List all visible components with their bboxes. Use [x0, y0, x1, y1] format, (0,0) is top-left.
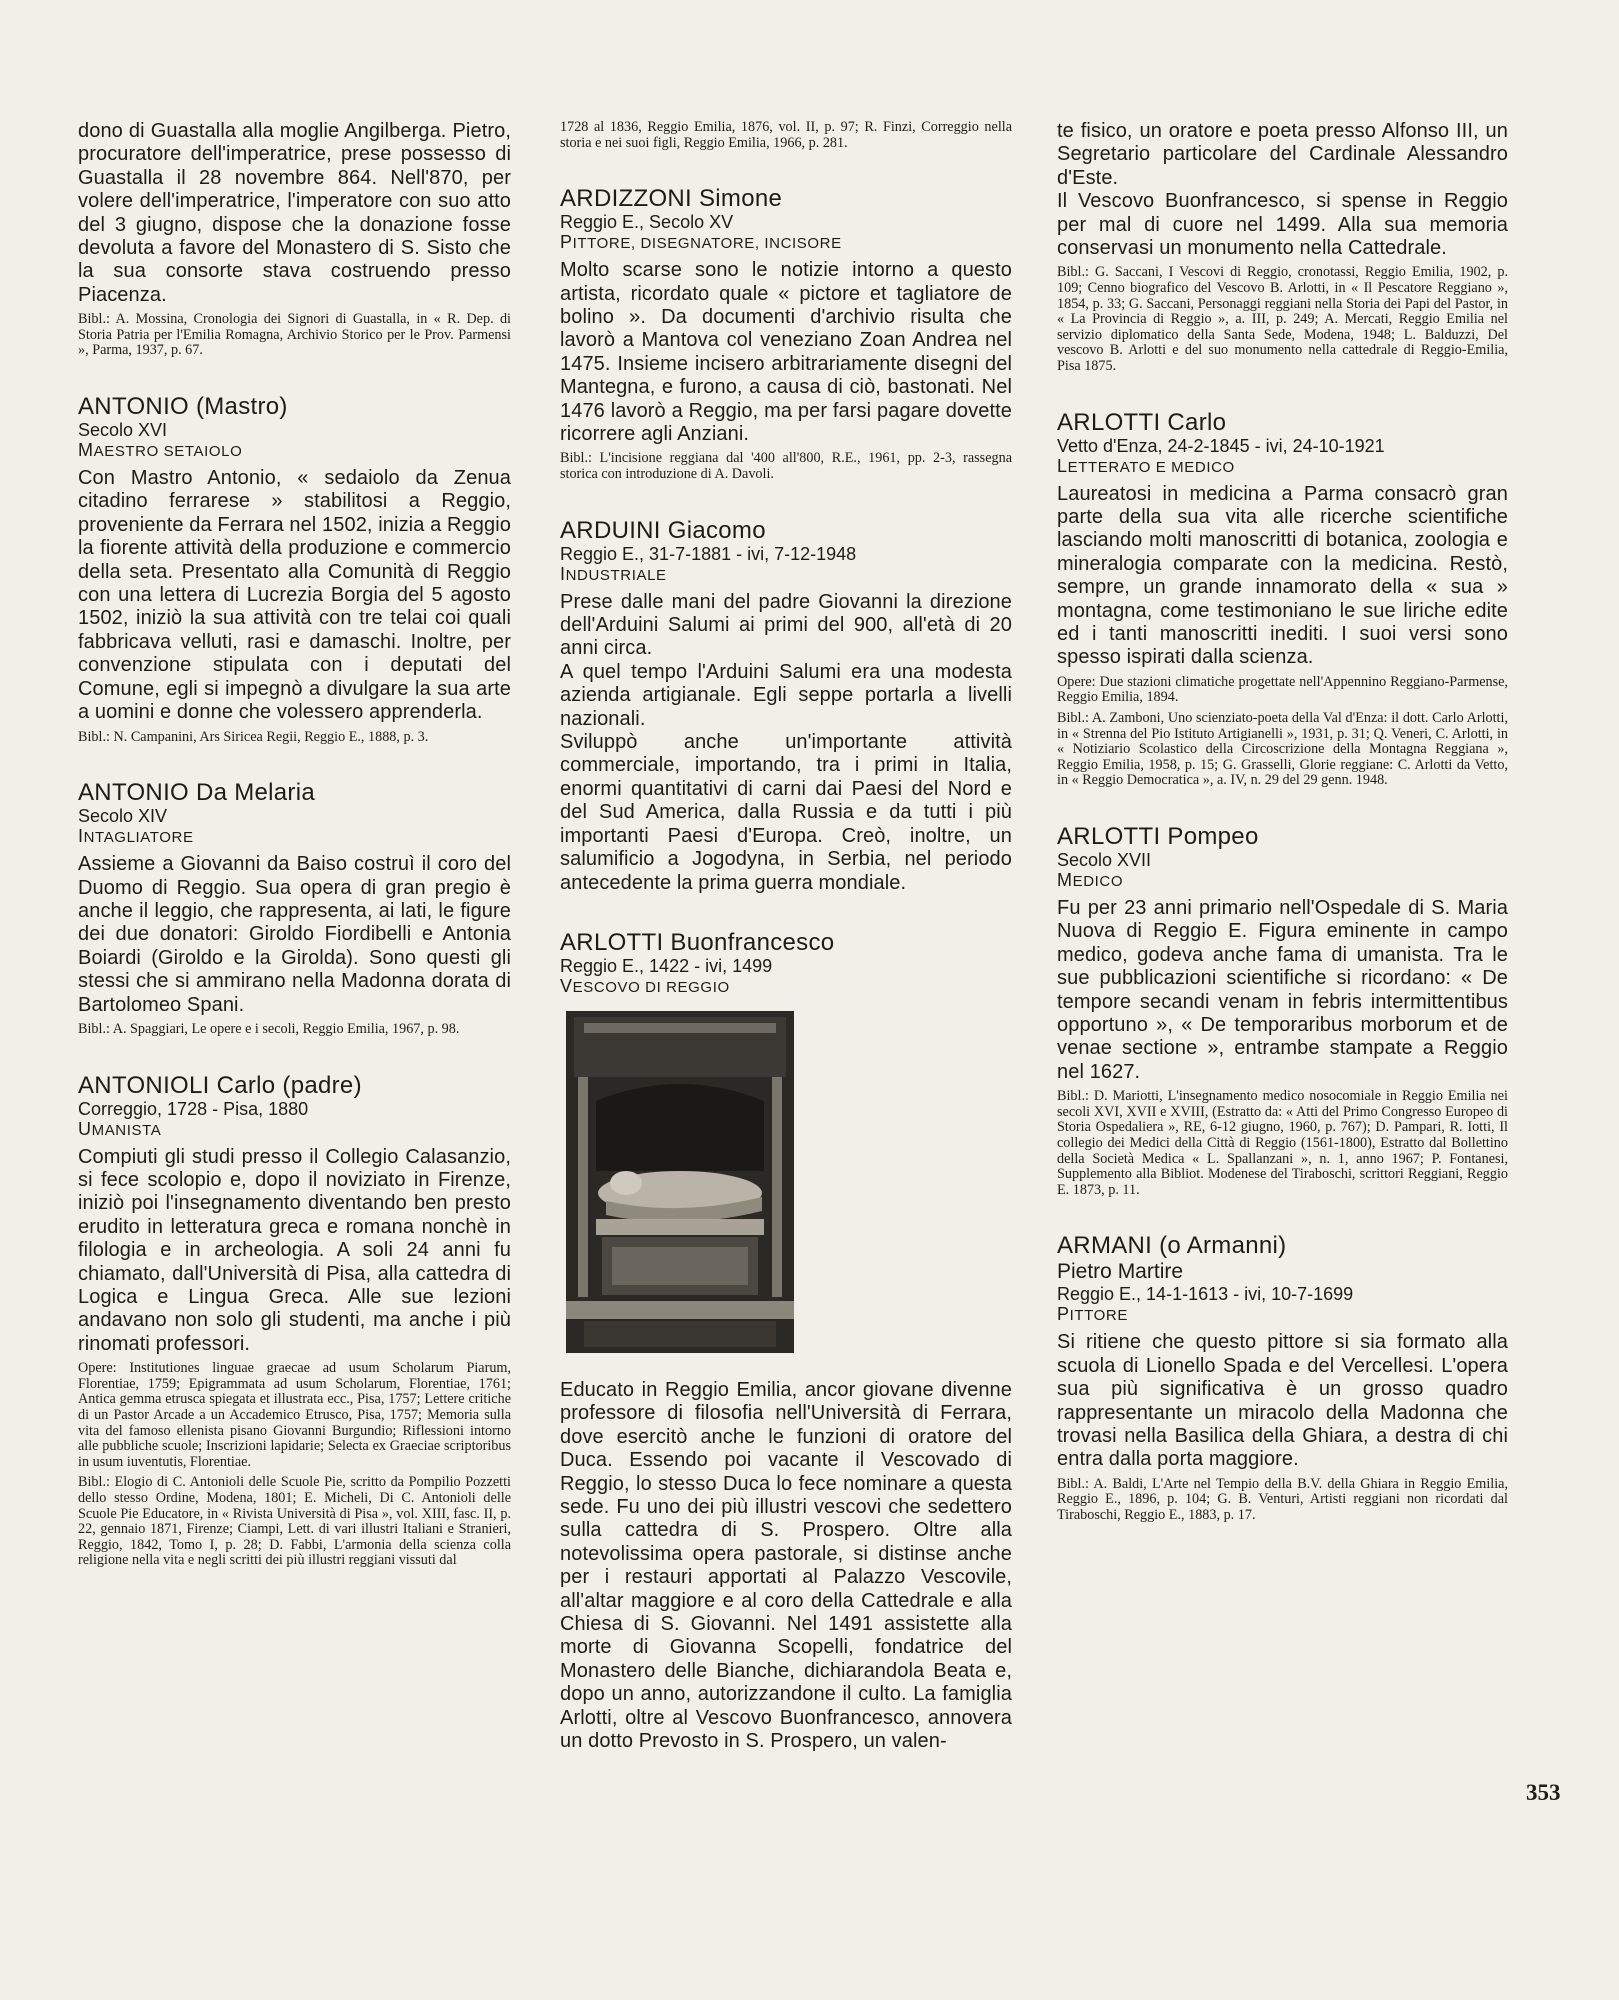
entry-role: INTAGLIATORE	[78, 826, 194, 847]
entry-name: ARMANI (o Armanni)	[1057, 1232, 1287, 1260]
entry-continuation-bibliography: Bibl.: A. Mossina, Cronologia dei Signori di Guastalla, in « R. Dep. di Storia Patria per l'Emilia Romagna, Archivio Storico per le Prov. Parmensi », Parma, 1937, p. 67.	[78, 311, 511, 359]
monument-illustration	[566, 1011, 794, 1353]
entry-name: ARDIZZONI Simone	[560, 185, 783, 213]
entry-role: LETTERATO E MEDICO	[1057, 455, 1235, 476]
entry-role: INDUSTRIALE	[560, 563, 667, 584]
entry-bibliography: Bibl.: L'incisione reggiana dal '400 all'800, R.E., 1961, pp. 2-3, rassegna storica con introduzione di A. Davoli.	[560, 450, 1012, 483]
entry-text: Molto scarse sono le notizie intorno a questo artista, ricordato quale « pictore et tagliatore de bolino ». Da documenti d'archivio risulta che lavorò a Mantova col veneziano Zoan Andrea nel 1475. Insieme incisero arbitrariamente disegni del Mantegna, e furono, a causa di ciò, bastonati. Nel 1476 lavorò a Reggio, ma per farsi pagare dovette ricorrere agli Anziani.	[560, 259, 1012, 446]
entry-given-name: Pietro Martire	[1057, 1260, 1184, 1284]
column-middle	[560, 120, 1012, 1753]
entry-dates: Reggio E., 14-1-1613 - ivi, 10-7-1699	[1057, 1284, 1354, 1305]
entry-dates: Secolo XVII	[1057, 850, 1152, 870]
entry-dates: Reggio E., 1422 - ivi, 1499	[560, 955, 773, 976]
entry-role: PITTORE, DISEGNATORE, INCISORE	[560, 232, 842, 253]
entry-dates: Reggio E., 31-7-1881 - ivi, 7-12-1948	[560, 543, 857, 564]
entry-bibliography: Bibl.: Elogio di C. Antonioli delle Scuole Pie, scritto da Pompilio Pozzetti dello stesso Ordine, Modena, 1801; E. Micheli, Di C. Antonioli delle Scuole Pie Educatore, in « Rivista Università di Pisa », vol. XIII, fasc. II, p. 22, gennaio 1871, Firenze; Ciampi, Lett. di vari illustri Italiani e Stranieri, Reggio, 1842, Tomo I, p. 28; D. Fabbi, L'armonia della scienza colla religione nella vita e negli scritti dei più illustri reggiani vissuti dal	[78, 1474, 511, 1569]
entry-name: ANTONIO Da Melaria	[78, 779, 316, 807]
entry-antonio-mastro	[78, 393, 511, 745]
entry-text: A quel tempo l'Arduini Salumi era una modesta azienda artigianale. Egli seppe portarla a livelli nazionali.	[560, 660, 1012, 730]
entry-name: ARDUINI Giacomo	[560, 516, 766, 544]
entry-text: Laureatosi in medicina a Parma consacrò gran parte della sua vita alle ricerche scientifiche lasciando molti manoscritti di botanica, zoologia e mineralogia comparate con la medicina. Restò, sempre, un grande innamorato della « sua » montagna, come testimoniano le sue liriche edite ed i tanti manoscritti inediti. I suoi versi sono spesso ispirati dalla scienza.	[1057, 482, 1508, 669]
entry-bibliography: Bibl.: A. Baldi, L'Arte nel Tempio della B.V. della Ghiara in Reggio Emilia, Reggio E., 1896, p. 104; G. B. Venturi, Artisti reggiani non ricordati dal Tiraboschi, Reggio E., 1883, p. 17.	[1057, 1475, 1508, 1524]
entry-text: Fu per 23 anni primario nell'Ospedale di S. Maria Nuova di Reggio E. Figura eminente in campo medico, godeva anche fama di umanista. Tra le sue pubblicazioni scientifiche si ricordano: « De tempore secandi venam in febris intermittentibus opportuno », « De temporaribus morborum et de venae sectione », entrambe stampate a Reggio nel 1627.	[1057, 897, 1508, 1083]
entry-role: PITTORE	[1057, 1304, 1128, 1325]
entry-role: MAESTRO SETAIOLO	[78, 440, 243, 461]
entry-bibliography: Bibl.: A. Zamboni, Uno scienziato-poeta della Val d'Enza: il dott. Carlo Arlotti, in « Strenna del Pio Istituto Artigianelli », 1931, p. 31; Q. Veneri, C. Arlotti, in « Notiziario Scolastico della Circoscrizione della Montagna Reggiana », Reggio Emilia, 1958, p. 15; G. Grasselli, Glorie reggiane: C. Arlotti da Vetto, in « Reggio Democratica », a. IV, n. 29 del 29 genn. 1948.	[1057, 710, 1508, 789]
entry-bibliography: Bibl.: A. Spaggiari, Le opere e i secoli, Reggio Emilia, 1967, p. 98.	[78, 1020, 460, 1037]
entry-name: ANTONIOLI Carlo (padre)	[78, 1071, 362, 1099]
entry-ardizzoni-simone	[560, 185, 1012, 482]
entry-works: Opere: Due stazioni climatiche progettate nell'Appennino Reggiano-Parmense, Reggio Emilia, 1894.	[1057, 673, 1508, 706]
column-right	[1057, 120, 1508, 1524]
entry-arlotti-carlo	[1057, 409, 1508, 789]
entry-role: VESCOVO DI REGGIO	[560, 975, 730, 996]
entry-dates: Secolo XVI	[78, 420, 168, 441]
entry-armani-pietro-martire	[1057, 1232, 1508, 1523]
monument-photo	[566, 1011, 794, 1353]
entry-text: Con Mastro Antonio, « sedaiolo da Zenua citadino ferrarese » stabilitosi a Reggio, proveniente da Ferrara nel 1502, inizia a Reggio la fiorente attività della produzione e commercio della seta. Presentato alla Comunità di Reggio con una lettera di Lucrezia Borgia del 5 agosto 1502, iniziò la sua attività con tre telai coi quali fabbricava velluti, rasi e damaschi. Inoltre, per convenzione stipulata con i deputati del Comune, egli si impegnò a divulgare la sua arte a uomini e donne che volessero apprenderla.	[78, 467, 511, 724]
entry-continuation-bibliography: Bibl.: G. Saccani, I Vescovi di Reggio, cronotassi, Reggio Emilia, 1902, p. 109; Cenno biografico del Vescovo B. Arlotti, in « Il Pescatore Reggiano », 1854, p. 33; G. Saccani, Personaggi reggiani nella Storia dei Papi del Pastor, in « La Provincia di Reggio », a. III, p. 249; A. Mercati, Reggio Emilia nel servizio diplomatico della Santa Sede, Modena, 1948; L. Balduzzi, Del vescovo B. Arlotti e del suo monumento nella cattedrale di Reggio-Emilia, Pisa 1875.	[1057, 264, 1508, 374]
entry-text: Assieme a Giovanni da Baiso costruì il coro del Duomo di Reggio. Sua opera di gran pregio è anche il leggio, che rappresenta, ai lati, le figure dei due donatori: Giroldo Fiordibelli e Antonia Boiardi (Giroldo e la Girolda). Sono questi gli stessi che si ammirano nella Madonna dorata di Bartolomeo Spani.	[78, 853, 511, 1016]
column-left	[78, 120, 511, 1569]
entry-continuation-text: te fisico, un oratore e poeta presso Alfonso III, un Segretario particolare del Cardinale Alessandro d'Este.	[1057, 120, 1508, 189]
entry-bibliography: Bibl.: N. Campanini, Ars Siricea Regii, Reggio E., 1888, p. 3.	[78, 728, 429, 745]
entry-bibliography: Bibl.: D. Mariotti, L'insegnamento medico nosocomiale in Reggio Emilia nei secoli XVI, XVII e XVIII, (Estratto da: « Atti del Primo Congresso Europeo di Storia Ospedaliera », RE, 6-12 giugno, 1960, p. 767); D. Pampari, R. Iotti, Il collegio dei Medici della Città di Reggio (1561-1800), Estratto dal Bollettino della Società Medica « L. Spallanzani », n. 1, anno 1967; P. Fontanesi, Supplemento alla Bibliot. Modenese del Tiraboschi, scrittori Reggiani, Reggio E. 1873, p. 11.	[1057, 1088, 1508, 1198]
entry-name: ARLOTTI Buonfrancesco	[560, 928, 835, 956]
entry-arduini-giacomo	[560, 517, 1012, 895]
entry-role: MEDICO	[1057, 870, 1124, 890]
entry-name: ARLOTTI Pompeo	[1057, 823, 1259, 850]
entry-text: Si ritiene che questo pittore si sia formato alla scuola di Lionello Spada e del Vercellesi. L'opera sua più significativa è un grosso quadro rappresentante un miracolo della Madonna che trovasi nella Basilica della Ghiara, a destra di chi entra dalla porta maggiore.	[1057, 1331, 1508, 1471]
page-number: 353	[1526, 1780, 1561, 1805]
entry-continuation-text: dono di Guastalla alla moglie Angilberga. Pietro, procuratore dell'imperatrice, prese possesso di Guastalla il 28 novembre 864. Nell'870, per volere dell'imperatrice, l'imperatore con suo atto del 3 giugno, dispose che la donazione fosse devoluta a favore del Monastero di S. Sisto che la sua consorte stava costruendo presso Piacenza.	[78, 120, 511, 306]
entry-dates: Secolo XIV	[78, 806, 168, 827]
entry-name: ARLOTTI Carlo	[1057, 408, 1227, 436]
entry-dates: Vetto d'Enza, 24-2-1845 - ivi, 24-10-1921	[1057, 435, 1385, 456]
entry-role: UMANISTA	[78, 1118, 162, 1139]
entry-works: Opere: Institutiones linguae graecae ad usum Scholarum Piarum, Florentiae, 1759; Epigrammata ad usum Scholarum, Florentiae, 1761; Antica gemma etrusca spiegata et illustrata ecc., Pisa, 1757; Lettere critiche di un Pastor Arcade a un Accademico Etrusco, Pisa, 1757; Memoria sulla vita del famoso ellenista pisano Giovanni Burgundio; Riflessioni intorno alle pubbliche scuole; Inscrizioni lapidarie; Selecta ex Graeciae scriptoribus in usum iuventutis, Florentiae.	[78, 1360, 511, 1470]
entry-text: Compiuti gli studi presso il Collegio Calasanzio, si fece scolopio e, dopo il noviziato in Firenze, iniziò poi l'insegnamento diventando ben presto erudito in letteratura greca e romana nonchè in filologia e in archeologia. A soli 24 anni fu chiamato, dall'Università di Pisa, alla cattedra di Logica e Lingua Greca. Alle sue lezioni andavano non solo gli studenti, ma anche i più rinomati professori.	[78, 1145, 511, 1355]
entry-antonio-da-melaria	[78, 779, 511, 1037]
entry-continuation-bibliography: 1728 al 1836, Reggio Emilia, 1876, vol. II, p. 97; R. Finzi, Correggio nella storia e nei suoi figli, Reggio Emilia, 1966, p. 281.	[560, 119, 1012, 151]
entry-name: ANTONIO (Mastro)	[78, 393, 288, 421]
entry-dates: Correggio, 1728 - Pisa, 1880	[78, 1098, 309, 1119]
entry-arlotti-pompeo	[1057, 823, 1508, 1198]
entry-antonioli-carlo	[78, 1072, 511, 1569]
entry-dates: Reggio E., Secolo XV	[560, 212, 734, 233]
entry-text: Educato in Reggio Emilia, ancor giovane divenne professore di filosofia nell'Università di Ferrara, dove esercitò anche le funzioni di oratore del Duca. Essendo poi vacante il Vescovado di Reggio, lo stesso Duca lo fece nominare a questa sede. Fu uno dei più illustri vescovi che sedettero sulla cattedra di S. Prospero. Oltre alla notevolissima opera pastorale, si distinse anche per i restauri apportati al Palazzo Vescovile, all'altar maggiore e al coro della Cattedrale e alla Chiesa di S. Giovanni. Nel 1491 assistette alla morte di Giovanna Scopelli, fondatrice del Monastero delle Bianche, dichiarandola Beata e, dopo un anno, autorizzandone il culto. La famiglia Arlotti, oltre al Vescovo Buonfrancesco, annovera un dotto Prevosto in S. Prospero, un valen-	[560, 1378, 1012, 1752]
entry-arlotti-buonfrancesco	[560, 929, 1012, 1754]
entry-text: Prese dalle mani del padre Giovanni la direzione dell'Arduini Salumi ai primi del 900, all'età di 20 anni circa.	[560, 590, 1012, 660]
entry-continuation-text: Il Vescovo Buonfrancesco, si spense in Reggio per mal di cuore nel 1499. Alla sua memoria conservasi un monumento nella Cattedrale.	[1057, 190, 1508, 260]
entry-text: Sviluppò anche un'importante attività commerciale, importando, tra i primi in Italia, enormi quantitativi di carni dai Paesi del Nord e del Sud America, dalla Russia e da tutti i più importanti Paesi d'Europa. Creò, inoltre, un salumificio a Jogodyna, in Serbia, nel periodo antecedente la prima guerra mondiale.	[560, 731, 1012, 894]
